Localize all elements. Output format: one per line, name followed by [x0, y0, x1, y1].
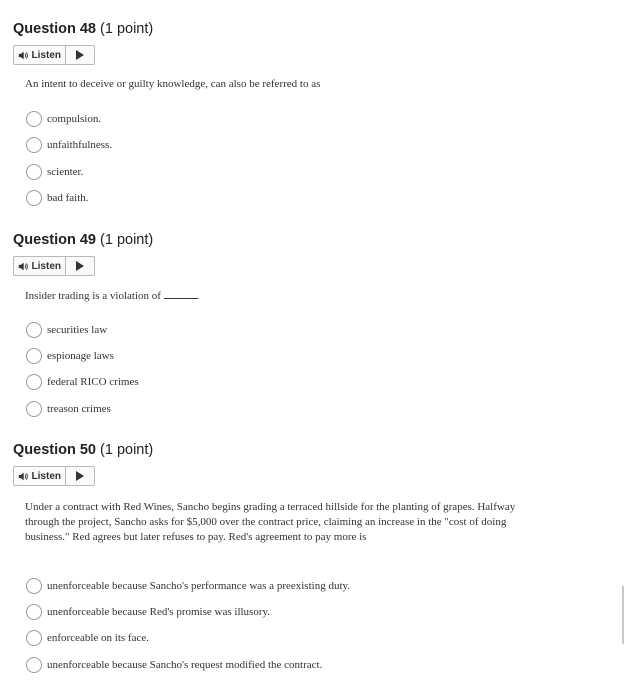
- radio-button[interactable]: [26, 401, 42, 417]
- answer-option[interactable]: [26, 163, 83, 181]
- radio-button[interactable]: [26, 322, 42, 338]
- speaker-icon: [18, 50, 29, 61]
- question-title: [13, 21, 153, 37]
- listen-label: Listen: [31, 49, 61, 61]
- radio-button[interactable]: [26, 111, 42, 127]
- question-number: Question 50: [13, 442, 96, 458]
- prompt-text: Insider trading is a violation of: [25, 290, 161, 302]
- option-label: enforceable on its face.: [47, 632, 149, 644]
- speaker-icon: [18, 261, 29, 272]
- answer-option[interactable]: [26, 656, 322, 674]
- question-number: Question 48: [13, 21, 96, 37]
- question-prompt: Under a contract with Red Wines, Sancho begins grading a terraced hillside for the planting of grapes. Halfway through the project, Sancho asks for $5,000 over the contract price, claiming an increase in the "cost of doing business." Red agrees but later refuses to pay. Red's agreement to pay more is: [25, 501, 516, 543]
- radio-button[interactable]: [26, 348, 42, 364]
- question-number: Question 49: [13, 232, 96, 248]
- radio-button[interactable]: [26, 578, 42, 594]
- play-button[interactable]: [66, 257, 94, 275]
- fill-in-blank: [164, 288, 197, 299]
- radio-button[interactable]: [26, 137, 42, 153]
- radio-button[interactable]: [26, 164, 42, 180]
- radio-button[interactable]: [26, 630, 42, 646]
- answer-option[interactable]: [26, 400, 111, 418]
- option-label: unenforceable because Sancho's performance was a preexisting duty.: [47, 580, 351, 592]
- listen-button[interactable]: [14, 46, 66, 64]
- question-points: (1 point): [100, 442, 154, 458]
- option-label: unfaithfulness.: [47, 139, 113, 151]
- radio-button[interactable]: [26, 374, 42, 390]
- question-prompt: An intent to deceive or guilty knowledge, can also be referred to as: [25, 78, 321, 90]
- answer-option[interactable]: [26, 373, 139, 391]
- answer-option[interactable]: [26, 629, 149, 647]
- play-button[interactable]: [66, 46, 94, 64]
- option-label: federal RICO crimes: [47, 376, 139, 388]
- answer-option[interactable]: [26, 110, 101, 128]
- answer-option[interactable]: [26, 321, 107, 339]
- option-label: bad faith.: [47, 192, 89, 204]
- play-button[interactable]: [66, 467, 94, 485]
- scrollbar[interactable]: [622, 586, 624, 644]
- radio-button[interactable]: [26, 604, 42, 620]
- question-title: [13, 442, 153, 458]
- play-icon: [76, 471, 84, 481]
- listen-toolbar: [13, 45, 95, 65]
- prompt-end: .: [196, 290, 200, 302]
- answer-option[interactable]: [26, 189, 89, 207]
- option-label: securities law: [47, 324, 108, 336]
- listen-label: Listen: [31, 470, 61, 482]
- answer-option[interactable]: [26, 136, 112, 154]
- speaker-icon: [18, 471, 29, 482]
- listen-label: Listen: [31, 260, 61, 272]
- option-label: treason crimes: [47, 403, 111, 415]
- radio-button[interactable]: [26, 657, 42, 673]
- option-label: espionage laws: [47, 350, 114, 362]
- play-icon: [76, 261, 84, 271]
- radio-button[interactable]: [26, 190, 42, 206]
- question-points: (1 point): [100, 232, 154, 248]
- listen-toolbar: [13, 466, 95, 486]
- question-title: [13, 232, 153, 248]
- option-label: unenforceable because Red's promise was illusory.: [47, 606, 271, 618]
- option-label: unenforceable because Sancho's request modified the contract.: [47, 659, 323, 671]
- listen-button[interactable]: [14, 467, 66, 485]
- play-icon: [76, 50, 84, 60]
- answer-option[interactable]: [26, 603, 270, 621]
- listen-toolbar: [13, 256, 95, 276]
- question-prompt: [25, 288, 525, 304]
- option-label: compulsion.: [47, 113, 102, 125]
- answer-option[interactable]: [26, 347, 114, 365]
- option-label: scienter.: [47, 166, 84, 178]
- question-points: (1 point): [100, 21, 154, 37]
- listen-button[interactable]: [14, 257, 66, 275]
- answer-option[interactable]: [26, 577, 350, 595]
